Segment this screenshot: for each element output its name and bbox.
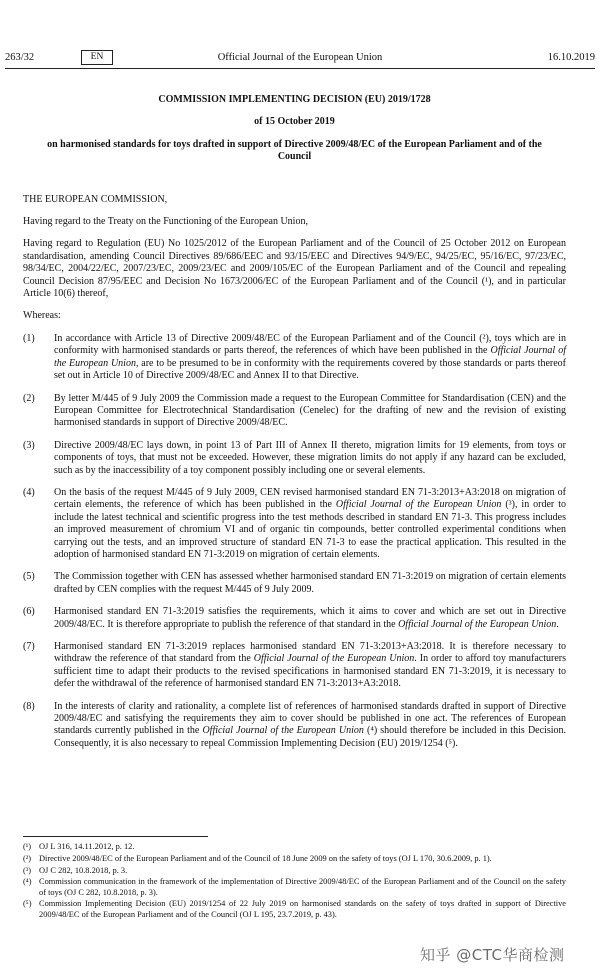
recital-text: Harmonised standard EN 71-3:2019 satisfies the requirements, which it aims to cover and which are set out in Directive 2009/48/EC. It is therefore appropriate to publish the reference of that standard in the Official Journal of the European Union.: [54, 606, 566, 630]
page-header: [5, 50, 595, 70]
page-reference: 263/32: [5, 52, 35, 63]
journal-reference: Official Journal of the European Union: [398, 618, 557, 630]
recital-text: In the interests of clarity and rationality, a complete list of references of harmonised standards drafted in support of Directive 2009/48/EC and satisfying the requirements they aim to cover should be published in one act. The references of European standards currently published in the Official Journal of the European Union (⁴) should therefore be included in this Decision. Consequently, it is also necessary to repeal Commission Implementing Decision (EU) 2019/1254 (⁵).: [54, 700, 567, 749]
journal-title: Official Journal of the European Union: [217, 52, 383, 63]
regulation-paragraph: Having regard to Regulation (EU) No 1025/2012 of the European Parliament and of the Council of 25 October 2012 on European standardisation, amending Council Directives 89/686/EEC and 93/15/EEC and Directives 94/9/EC, 94/25/EC, 95/16/EC, 97/23/EC, 98/34/EC, 2004/22/EC, 2007/23/EC, 2009/23/EC and 2009/105/EC of the European Parliament and of the Council and repealing Council Decision 87/95/EEC and Decision No 1673/2006/EC of the European Parliament and of the Council (¹), and in particular Article 10(6) thereof,: [23, 238, 566, 300]
recital-number: (5): [23, 571, 35, 583]
recital: [23, 606, 566, 631]
footnote: [23, 866, 566, 876]
footnote: [23, 899, 566, 920]
decision-subject: on harmonised standards for toys drafted in support of Directive 2009/48/EC of the European Parliament and of the Council: [47, 138, 542, 163]
recital-text: The Commission together with CEN has assessed whether harmonised standard EN 71-3:2019 on migration of certain elements drafted by CEN complies with the request M/445 of 9 July 2009.: [54, 571, 566, 595]
footnote-number: (⁴): [23, 877, 32, 887]
footnote-number: (³): [23, 865, 32, 875]
recital-number: (6): [23, 606, 35, 618]
recital-number: (8): [23, 700, 35, 712]
recital-number: (2): [23, 392, 35, 404]
footnote-text: Commission communication in the framework of the implementation of Directive 2009/48/EC of the European Parliament and of the Council on the safety of toys (OJ C 282, 10.8.2018, p. 3).: [39, 877, 566, 897]
recital: [23, 641, 566, 691]
journal-reference: Official Journal of the European Union: [253, 653, 415, 665]
header-rule: [5, 68, 595, 69]
footnote-text: OJ C 282, 10.8.2018, p. 3.: [39, 865, 128, 875]
commission-heading: THE EUROPEAN COMMISSION,: [23, 193, 168, 205]
journal-reference: Official Journal of the European Union: [54, 345, 566, 369]
recital-text: On the basis of the request M/445 of 9 July 2009, CEN revised harmonised standard EN 71-3:2013+A3:2018 on migration of certain elements, the reference of which has been published in the Official Journal of the European Union (³), in order to include the latest technical and scientific progress into the test methods described in standard EN 71-3. This progress includes an improved measurement of chromium VI and of organic tin compounds, better controlled experimental conditions when carrying out the tests, and an improved structure of standard EN 71-3 to ease the practical application. This resulted in the adoption of harmonised standard EN 71-3:2019 on migration of certain elements.: [54, 486, 566, 560]
recital-text: Directive 2009/48/EC lays down, in point 13 of Part III of Annex II thereto, migration limits for 19 elements, from toys or components of toys, that must not be exceeded. However, these migration limits do not apply if any hazard can be excluded, such as by the inaccessibility of a toy component possibly including one or several elements.: [54, 439, 566, 476]
recital: [23, 333, 566, 383]
recital-text: By letter M/445 of 9 July 2009 the Commission made a request to the European Committee for Standardisation (CEN) and the European Committee for Electrotechnical Standardisation (Cenelec) for the drafting of new and the revision of existing harmonised standards in support of Directive 2009/48/EC.: [54, 392, 566, 429]
recital-number: (1): [23, 332, 35, 344]
recital: [23, 487, 566, 561]
recital: [23, 701, 566, 751]
recital: [23, 571, 566, 596]
language-badge: EN: [81, 50, 113, 65]
publication-date: 16.10.2019: [547, 52, 595, 63]
footnote: [23, 842, 566, 852]
footnote-text: Directive 2009/48/EC of the European Parliament and of the Council of 18 June 2009 on the safety of toys (OJ L 170, 30.6.2009, p. 1).: [39, 853, 492, 863]
footnote-number: (²): [23, 853, 32, 863]
recital: [23, 440, 566, 477]
whereas-heading: Whereas:: [23, 310, 61, 322]
recital-text: In accordance with Article 13 of Directive 2009/48/EC of the European Parliament and of the Council (²), toys which are in conformity with harmonised standards or parts thereof, the references of which have been published in the Official Journal of the European Union, are to be presumed to be in conformity with the requirements covered by those standards or parts thereof set out in Article 10 of Directive 2009/48/EC and Annex II to that Directive.: [54, 332, 566, 382]
recital-number: (7): [23, 641, 35, 652]
footnotes: [23, 842, 566, 922]
treaty-paragraph: Having regard to the Treaty on the Functioning of the European Union,: [23, 216, 308, 228]
recital-number: (3): [23, 439, 35, 451]
footnote: [23, 854, 566, 864]
footnote-rule: [23, 836, 208, 837]
journal-reference: Official Journal of the European Union: [202, 725, 364, 737]
decision-title: COMMISSION IMPLEMENTING DECISION (EU) 2019/1728: [158, 94, 431, 105]
footnote: [23, 877, 566, 898]
document-body: [23, 94, 566, 750]
recital-number: (4): [23, 486, 35, 498]
footnote-number: (¹): [23, 842, 32, 851]
journal-reference: Official Journal of the European Union: [335, 499, 502, 511]
footnote-text: OJ L 316, 14.11.2012, p. 12.: [39, 842, 135, 851]
watermark: 知乎 @CTC华商检测: [420, 946, 565, 964]
recital-text: Harmonised standard EN 71-3:2019 replaces harmonised standard EN 71-3:2013+A3:2018. It is therefore necessary to withdraw the reference of that standard from the Official Journal of the European Union. In order to afford toy manufacturers sufficient time to adapt their products to the revised specifications in harmonised standard EN 71-3:2019, it is necessary to defer the withdrawal of the reference of harmonised standard EN 71-3:2013+A3:2018.: [54, 641, 566, 690]
footnote-text: Commission Implementing Decision (EU) 2019/1254 of 22 July 2019 on harmonised standards on the safety of toys drafted in support of Directive 2009/48/EC of the European Parliament and of the Council (OJ L 195, 23.7.2019, p. 43).: [39, 899, 566, 919]
decision-date: of 15 October 2019: [254, 116, 335, 128]
footnote-number: (⁵): [23, 899, 32, 909]
recital: [23, 393, 566, 430]
